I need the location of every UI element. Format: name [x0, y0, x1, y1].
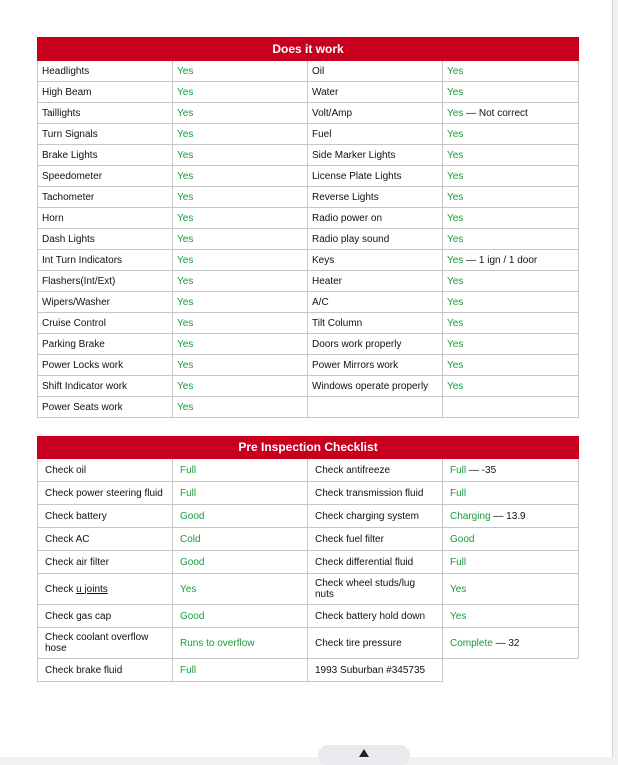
item-status: Yes	[443, 376, 579, 397]
item-status: Complete — 32	[443, 628, 579, 659]
item-label: Check wheel studs/lug nuts	[308, 574, 443, 605]
table-row	[38, 103, 579, 124]
table-row	[38, 459, 579, 482]
item-status: Yes	[443, 334, 579, 355]
item-status: Full — -35	[443, 459, 579, 482]
item-status: Yes	[173, 166, 308, 187]
item-label: Check battery	[38, 505, 173, 528]
table-row	[38, 250, 579, 271]
item-status: Yes	[173, 355, 308, 376]
table-row	[38, 166, 579, 187]
item-label: Check transmission fluid	[308, 482, 443, 505]
item-status: Yes	[443, 145, 579, 166]
item-label: Check charging system	[308, 505, 443, 528]
pre-inspection-table	[37, 436, 579, 682]
item-status: Yes	[443, 271, 579, 292]
item-label: Keys	[308, 250, 443, 271]
item-status: Yes	[443, 124, 579, 145]
item-label: Headlights	[38, 61, 173, 82]
item-label: Tachometer	[38, 187, 173, 208]
item-note: — -35	[466, 464, 497, 476]
item-label: Side Marker Lights	[308, 145, 443, 166]
item-status: Yes	[173, 397, 308, 418]
item-status: Yes — 1 ign / 1 door	[443, 250, 579, 271]
item-status: Full	[173, 459, 308, 482]
item-status: Full	[443, 551, 579, 574]
item-label: Int Turn Indicators	[38, 250, 173, 271]
item-status: Yes	[173, 124, 308, 145]
item-status: Yes	[173, 376, 308, 397]
table-row	[38, 124, 579, 145]
item-status: Yes	[173, 250, 308, 271]
item-label: Check air filter	[38, 551, 173, 574]
item-status: Yes	[443, 292, 579, 313]
item-label: Check battery hold down	[308, 605, 443, 628]
item-label: Reverse Lights	[308, 187, 443, 208]
item-label	[308, 397, 443, 418]
item-note: — 32	[492, 637, 520, 649]
item-status: Good	[173, 505, 308, 528]
item-label: Check differential fluid	[308, 551, 443, 574]
item-status: Yes	[443, 187, 579, 208]
item-note: — 1 ign / 1 door	[463, 254, 538, 266]
item-label: Taillights	[38, 103, 173, 124]
table-row	[38, 376, 579, 397]
item-label: Power Mirrors work	[308, 355, 443, 376]
arrow-up-icon	[359, 749, 369, 757]
item-label: Check power steering fluid	[38, 482, 173, 505]
item-label: Check antifreeze	[308, 459, 443, 482]
table-row	[38, 292, 579, 313]
item-label: Water	[308, 82, 443, 103]
item-status	[443, 397, 579, 418]
table-row	[38, 355, 579, 376]
item-status: Full	[443, 482, 579, 505]
item-label: Speedometer	[38, 166, 173, 187]
item-label: Doors work properly	[308, 334, 443, 355]
item-status: Yes	[173, 145, 308, 166]
does-it-work-table	[37, 37, 579, 418]
item-label: Windows operate properly	[308, 376, 443, 397]
table-row	[38, 229, 579, 250]
item-status: Yes	[443, 208, 579, 229]
item-label: High Beam	[38, 82, 173, 103]
item-status: Yes	[173, 229, 308, 250]
item-label: Check u joints	[38, 574, 173, 605]
item-label: Check oil	[38, 459, 173, 482]
table-row	[38, 397, 579, 418]
table-row	[38, 313, 579, 334]
item-status: Yes	[443, 605, 579, 628]
item-status: Good	[173, 605, 308, 628]
item-status: Good	[173, 551, 308, 574]
item-status: Yes	[443, 61, 579, 82]
item-label: Cruise Control	[38, 313, 173, 334]
item-label: Check gas cap	[38, 605, 173, 628]
item-label: Wipers/Washer	[38, 292, 173, 313]
item-label: Heater	[308, 271, 443, 292]
table-row	[38, 628, 579, 659]
item-label: Check coolant overflow hose	[38, 628, 173, 659]
item-status: Good	[443, 528, 579, 551]
item-status: Yes	[443, 574, 579, 605]
item-status: Yes	[173, 334, 308, 355]
item-label: Horn	[38, 208, 173, 229]
item-status: Yes	[173, 574, 308, 605]
table-row	[38, 82, 579, 103]
item-label: Tilt Column	[308, 313, 443, 334]
table-row	[38, 605, 579, 628]
item-status: Full	[173, 482, 308, 505]
item-status: Yes	[443, 229, 579, 250]
table-row	[38, 271, 579, 292]
item-status: Yes	[443, 313, 579, 334]
item-label: A/C	[308, 292, 443, 313]
item-status: Runs to overflow	[173, 628, 308, 659]
item-label: Flashers(Int/Ext)	[38, 271, 173, 292]
item-label: Turn Signals	[38, 124, 173, 145]
item-label: License Plate Lights	[308, 166, 443, 187]
item-label: Power Locks work	[38, 355, 173, 376]
item-label: Volt/Amp	[308, 103, 443, 124]
item-status: Yes	[173, 271, 308, 292]
item-status: Full	[173, 659, 308, 682]
item-label: Parking Brake	[38, 334, 173, 355]
item-note: — Not correct	[463, 107, 528, 119]
item-status: Yes	[173, 82, 308, 103]
item-status: Yes	[443, 166, 579, 187]
table-row	[38, 482, 579, 505]
table-row	[38, 551, 579, 574]
item-label: Oil	[308, 61, 443, 82]
item-status: Yes	[173, 61, 308, 82]
item-label: Fuel	[308, 124, 443, 145]
item-note: — 13.9	[490, 510, 526, 522]
table-row	[38, 61, 579, 82]
item-label: Check brake fluid	[38, 659, 173, 682]
item-label: 1993 Suburban #345735	[308, 659, 443, 682]
item-label: Check fuel filter	[308, 528, 443, 551]
table-row	[38, 528, 579, 551]
item-status: Cold	[173, 528, 308, 551]
item-label: Power Seats work	[38, 397, 173, 418]
table-title: Does it work	[38, 38, 579, 61]
item-status: Yes	[173, 103, 308, 124]
table-row	[38, 145, 579, 166]
item-status: Yes	[173, 187, 308, 208]
item-label: Check AC	[38, 528, 173, 551]
table-row	[38, 659, 579, 682]
item-status: Yes	[173, 313, 308, 334]
item-label: Check tire pressure	[308, 628, 443, 659]
table-row	[38, 574, 579, 605]
table-title: Pre Inspection Checklist	[38, 437, 579, 459]
item-status: Yes	[173, 292, 308, 313]
table-row	[38, 208, 579, 229]
item-status: Yes	[443, 355, 579, 376]
item-label: Radio play sound	[308, 229, 443, 250]
table-row	[38, 505, 579, 528]
item-status	[443, 659, 579, 682]
item-label: Dash Lights	[38, 229, 173, 250]
table-row	[38, 334, 579, 355]
item-status: Yes	[173, 208, 308, 229]
item-status: Charging — 13.9	[443, 505, 579, 528]
table-row	[38, 187, 579, 208]
item-status: Yes	[443, 82, 579, 103]
item-label: Radio power on	[308, 208, 443, 229]
item-status: Yes — Not correct	[443, 103, 579, 124]
item-label: Shift Indicator work	[38, 376, 173, 397]
item-label: Brake Lights	[38, 145, 173, 166]
